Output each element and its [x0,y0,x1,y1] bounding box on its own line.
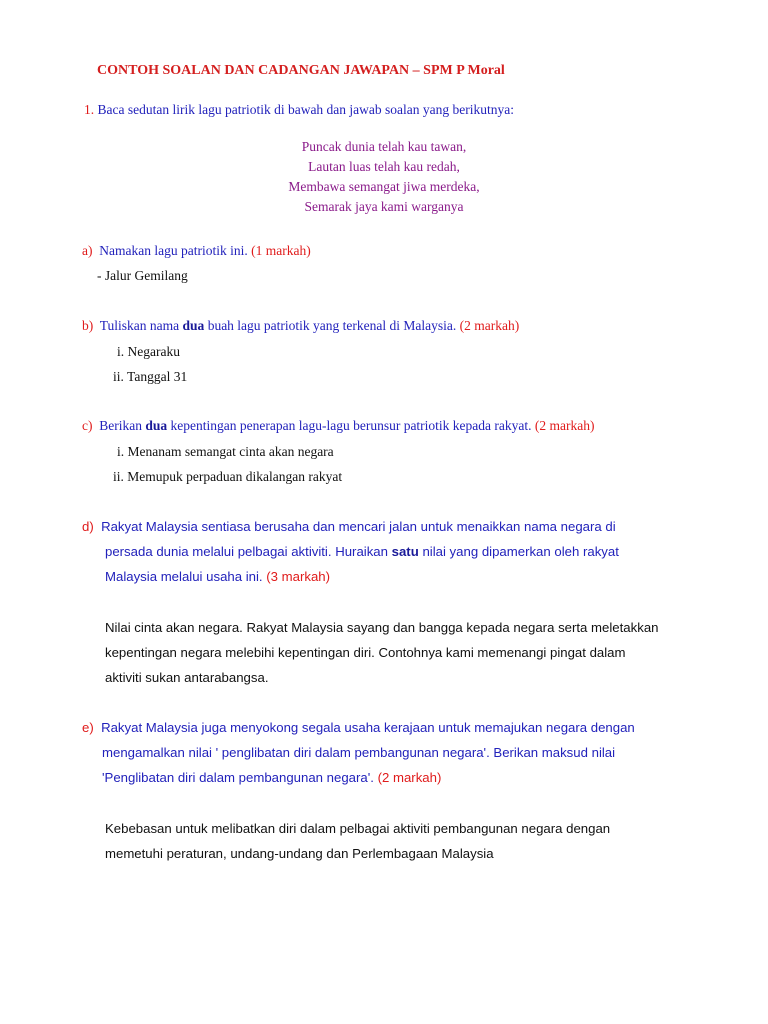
question-text: kepentingan penerapan lagu-lagu berunsur patriotik kepada rakyat. [170,418,532,433]
question-label: d) [82,519,94,534]
poem-line-3: Membawa semangat jiwa merdeka, [288,179,480,194]
list-text: Memupuk perpaduan dikalangan rakyat [127,469,343,484]
answer-b-2 [113,369,187,385]
answer-e-line-2: memetuhi peraturan, undang-undang dan Perlembagaan Malaysia [105,846,494,861]
poem-line-1: Puncak dunia telah kau tawan, [301,139,467,154]
answer-e-line-1: Kebebasan untuk melibatkan diri dalam pelbagai aktiviti pembangunan negara dengan [105,821,611,836]
marks: (2 markah) [459,318,520,333]
question-number: 1. [84,102,95,117]
marks: (1 markah) [251,243,311,258]
list-text: Tanggal 31 [127,369,188,384]
answer-d-line-3: aktiviti sukan antarabangsa. [105,670,269,685]
question-text: Namakan lagu patriotik ini. [99,243,248,258]
question-d-line-2 [105,544,619,559]
question-text: mengamalkan nilai ' penglibatan diri dalam pembangunan negara'. Berikan maksud nilai [102,745,616,760]
bold-word: satu [391,544,419,559]
bold-word: dua [145,418,168,433]
answer-b-1 [117,344,180,360]
question-c [82,418,595,434]
question-a [82,243,311,259]
question-e-line-2 [102,745,615,760]
poem-line-2: Lautan luas telah kau redah, [308,159,460,174]
marks: (2 markah) [377,770,442,785]
question-label: e) [82,720,94,735]
answer-c-1 [117,444,334,460]
question-label: c) [82,418,93,433]
marks: (3 markah) [266,569,331,584]
question-text: Malaysia melalui usaha ini. [105,569,263,584]
question-text: Rakyat Malaysia juga menyokong segala usaha kerajaan untuk memajukan negara dengan [101,720,635,735]
bold-word: dua [182,318,205,333]
question-text: buah lagu patriotik yang terkenal di Malaysia. [207,318,457,333]
list-text: Negaraku [127,344,180,359]
question-1 [84,102,514,118]
list-number: ii. [113,469,124,484]
list-number: i. [117,444,125,459]
list-text: Menanam semangat cinta akan negara [127,444,334,459]
question-text: Tuliskan nama [99,318,180,333]
question-b [82,318,519,334]
list-number: ii. [113,369,124,384]
poem-line-4: Semarak jaya kami warganya [304,199,464,214]
question-text: Rakyat Malaysia sentiasa berusaha dan mencari jalan untuk menaikkan nama negara di [101,519,616,534]
question-text: 'Penglibatan diri dalam pembangunan negara'. [102,770,374,785]
question-text: nilai yang dipamerkan oleh rakyat [422,544,619,559]
question-d-line-3 [105,569,330,584]
answer-d-line-1: Nilai cinta akan negara. Rakyat Malaysia sayang dan bangga kepada negara serta meletakkan [105,620,659,635]
list-number: i. [117,344,125,359]
question-text: Baca sedutan lirik lagu patriotik di bawah dan jawab soalan yang berikutnya: [97,102,514,117]
answer-d-line-2: kepentingan negara melebihi kepentingan diri. Contohnya kami memenangi pingat dalam [105,645,626,660]
page-title: CONTOH SOALAN DAN CADANGAN JAWAPAN – SPM P Moral [97,63,505,78]
marks: (2 markah) [534,418,595,433]
question-text: persada dunia melalui pelbagai aktiviti. Huraikan [105,544,388,559]
question-label: b) [82,318,94,333]
question-e-line-3 [102,770,441,785]
answer-a: - Jalur Gemilang [97,268,188,283]
answer-c-2 [113,469,342,485]
question-label: a) [82,243,93,258]
question-text: Berikan [99,418,142,433]
question-e-line-1 [82,720,635,735]
question-d-line-1 [82,519,616,534]
